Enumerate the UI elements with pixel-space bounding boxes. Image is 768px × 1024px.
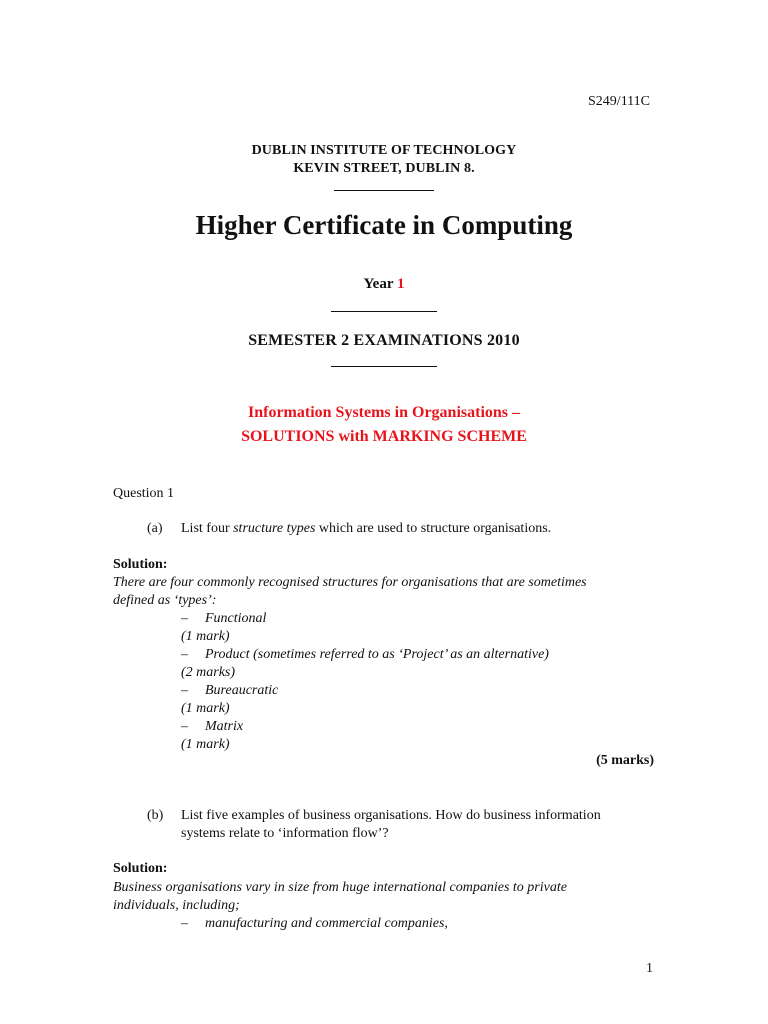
list-item-mark: (2 marks) [181,665,236,680]
part-a-question [181,520,551,538]
divider-rule [331,311,437,312]
list-item-text: Product (sometimes referred to as ‘Project’ as an alternative) [205,647,549,662]
list-item-text: Bureaucratic [205,683,279,698]
divider-rule [331,366,437,367]
dash-glyph: – [181,611,188,626]
page-title: Higher Certificate in Computing [195,210,573,240]
list-item-text: Functional [205,611,267,626]
dash-glyph: – [181,647,188,662]
dash-glyph: – [181,683,188,698]
subject-line-2: SOLUTIONS with MARKING SCHEME [241,428,527,445]
year-line [0,276,768,293]
total-marks: (5 marks) [596,753,654,768]
list-item [181,682,278,700]
part-b-question-line-1: List five examples of business organisations. How do business information [181,808,601,823]
year-value: 1 [396,276,405,292]
part-a-text-italic: structure types [233,521,316,536]
list-item-mark: (1 mark) [181,737,230,752]
part-a-label: (a) [147,521,163,536]
solution-intro-line-2: individuals, including; [113,898,240,913]
page-number: 1 [646,961,653,976]
solution-label: Solution: [113,861,168,876]
list-item [181,610,266,628]
dash-glyph: – [181,916,188,931]
list-item-text: manufacturing and commercial companies, [205,916,448,931]
part-b-question-line-2: systems relate to ‘information flow’? [181,826,389,841]
year-label: Year [363,276,394,292]
part-b-label: (b) [147,808,164,823]
question-heading: Question 1 [113,486,175,501]
solution-intro-line-2: defined as ‘types’: [113,593,217,608]
dash-glyph: – [181,719,188,734]
list-item-mark: (1 mark) [181,701,230,716]
institute-name: DUBLIN INSTITUTE OF TECHNOLOGY [251,143,517,158]
solution-intro-line-1: Business organisations vary in size from huge international companies to private [113,880,567,895]
institute-address: KEVIN STREET, DUBLIN 8. [293,161,475,176]
list-item-mark: (1 mark) [181,629,230,644]
subject-line-1: Information Systems in Organisations – [247,404,521,421]
solution-intro-line-1: There are four commonly recognised structures for organisations that are sometimes [113,575,587,590]
semester-title: SEMESTER 2 EXAMINATIONS 2010 [248,332,520,349]
part-a-text-after: which are used to structure organisations. [315,521,552,536]
solution-label: Solution: [113,557,168,572]
document-code: S249/111C [588,94,650,109]
divider-rule [334,190,434,191]
part-a-text-before: List four [181,521,234,536]
list-item-text: Matrix [205,719,244,734]
list-item [181,915,448,933]
list-item [181,646,549,664]
list-item [181,718,243,736]
